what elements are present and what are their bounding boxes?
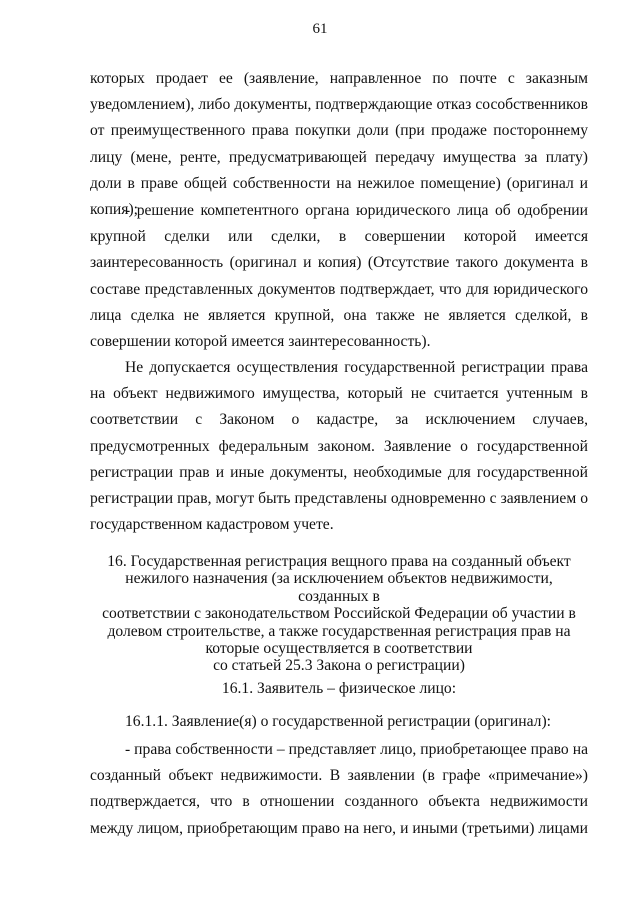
paragraph-text: Не допускается осуществления государственной регистрации права на объект недвижимого имущества, который не считается учтенным в соответствии с Законом о кадастре, за исключением случаев, предусмотренных федеральным законом. Заявление о государственной регистрации прав и иные документы, необходимые для государственной регистрации прав, могут быть представлены одновременно с заявлением о государственном кадастровом учете. — [90, 359, 588, 534]
page-number: 61 — [312, 21, 328, 37]
section-heading-line: долевом строительстве, а также государственная регистрация прав на — [107, 622, 571, 640]
paragraph-text: - решение компетентного органа юридического лица об одобрении крупной сделки или сделки, в совершении которой имеется заинтересованность (оригинал и копия) (Отсутствие такого документа в составе представленных документов подтверждает, что для юридического лица сделка не является крупной, она также не является сделкой, в совершении которой имеется заинтересованность). — [90, 202, 588, 351]
paragraph-decision — [90, 198, 588, 355]
section-heading-line: соответствии с законодательством Российской Федерации об участии в — [102, 605, 576, 623]
paragraph-ownership — [90, 737, 588, 842]
paragraph-registration-restriction — [90, 355, 588, 538]
paragraph-text: которых продает ее (заявление, направленное по почте с заказным уведомлением), либо документы, подтверждающие отказ сособственников от преимущественного права покупки доли (при продаже постороннему лицу (мене, ренте, предусматривающей передачу имущества за плату) доли в праве общей собственности на нежилое помещение) (оригинал и копия); — [90, 70, 588, 219]
section-heading-16 — [90, 553, 588, 675]
item-heading-16-1-1 — [90, 709, 588, 735]
section-heading-line: нежилого назначения (за исключением объектов недвижимости, созданных в — [125, 570, 553, 605]
item-heading-text: 16.1.1. Заявление(я) о государственной регистрации (оригинал): — [125, 713, 551, 730]
section-heading-line: 16. Государственная регистрация вещного права на созданный объект — [107, 553, 571, 570]
section-heading-line: со статьей 25.3 Закона о регистрации) — [213, 657, 465, 675]
paragraph-text: - права собственности – представляет лицо, приобретающее право на созданный объект недвижимости. В заявлении (в графе «примечание») подтверждается, что в отношении созданного объекта недвижимости между лицом, приобретающим право на него, и иными (третьими) лицами — [90, 741, 588, 837]
section-heading-line: которые осуществляется в соответствии — [205, 640, 473, 658]
subsection-heading-16-1 — [90, 676, 588, 702]
subsection-heading-text: 16.1. Заявитель – физическое лицо: — [221, 680, 457, 697]
